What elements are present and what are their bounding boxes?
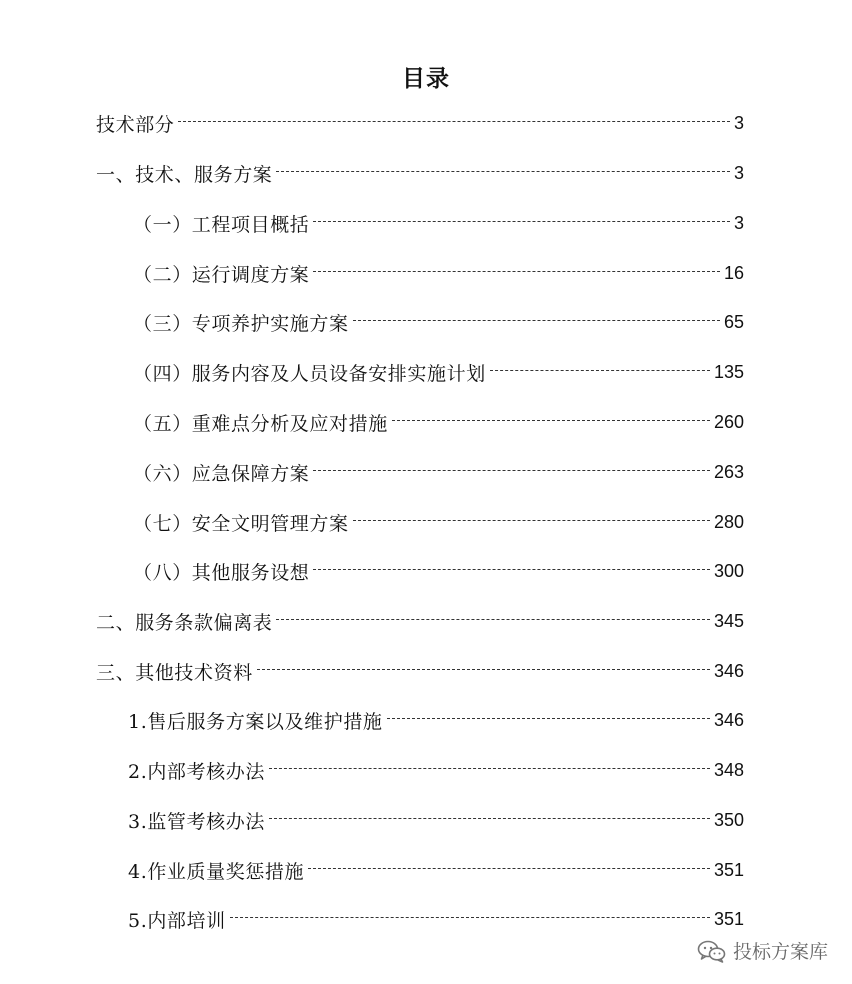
dot-leader: [313, 271, 720, 272]
toc-entry-label: 一、技术、服务方案: [96, 163, 273, 186]
toc-entry-page: 351: [713, 859, 744, 880]
toc-entry[interactable]: [0, 407, 852, 437]
toc-entry-page: 65: [723, 311, 744, 332]
dot-leader: [269, 818, 710, 819]
toc-entry[interactable]: [0, 357, 852, 387]
toc-entry-page: 348: [713, 759, 744, 780]
toc-entry[interactable]: [0, 855, 852, 885]
toc-entry[interactable]: [0, 108, 852, 138]
toc-entry-label: 3.监管考核办法: [128, 810, 265, 833]
dot-leader: [353, 520, 710, 521]
toc-entry-page: 346: [713, 709, 744, 730]
dot-leader: [392, 420, 710, 421]
dot-leader: [313, 569, 710, 570]
toc-entry-page: 280: [713, 511, 744, 532]
toc-entry-page: 351: [713, 908, 744, 929]
toc-entry[interactable]: [0, 507, 852, 537]
toc-entry[interactable]: [0, 606, 852, 636]
dot-leader: [257, 669, 710, 670]
toc-entry-label: （五）重难点分析及应对措施: [133, 412, 388, 435]
dot-leader: [313, 221, 730, 222]
toc-entry-label: 2.内部考核办法: [128, 760, 265, 783]
dot-leader: [276, 171, 730, 172]
toc-entry-label: 5.内部培训: [128, 909, 226, 932]
toc-entry-label: 技术部分: [96, 113, 175, 136]
dot-leader: [276, 619, 710, 620]
toc-entry[interactable]: [0, 208, 852, 238]
toc-entry-label: 1.售后服务方案以及维护措施: [128, 710, 383, 733]
toc-entry-page: 260: [713, 411, 744, 432]
dot-leader: [269, 768, 710, 769]
toc-entry-label: （四）服务内容及人员设备安排实施计划: [133, 362, 486, 385]
dot-leader: [230, 917, 710, 918]
watermark-text: 投标方案库: [732, 941, 828, 963]
toc-entry-page: 16: [723, 262, 744, 283]
toc-entry-label: （二）运行调度方案: [133, 263, 310, 286]
toc-entry-page: 345: [713, 610, 744, 631]
toc-entry-label: （三）专项养护实施方案: [133, 312, 349, 335]
toc-entry-label: 4.作业质量奖惩措施: [128, 860, 305, 883]
toc-entry[interactable]: [0, 158, 852, 188]
toc-entry-label: 二、服务条款偏离表: [96, 611, 273, 634]
dot-leader: [178, 121, 730, 122]
page-title: 目录: [402, 65, 450, 92]
toc-entry[interactable]: [0, 556, 852, 586]
toc-entry-label: 三、其他技术资料: [96, 661, 253, 684]
toc-entry-page: 3: [733, 162, 744, 183]
toc-entry-page: 3: [733, 112, 744, 133]
watermark: [697, 937, 828, 964]
toc-entry[interactable]: [0, 307, 852, 337]
toc-entry-label: （六）应急保障方案: [133, 462, 310, 485]
toc-entry[interactable]: [0, 805, 852, 835]
toc-entry-label: （八）其他服务设想: [133, 561, 310, 584]
toc-entry-page: 135: [713, 361, 744, 382]
dot-leader: [387, 718, 710, 719]
toc-entry-page: 300: [713, 560, 744, 581]
toc-entry[interactable]: [0, 457, 852, 487]
toc-entry-label: （七）安全文明管理方案: [133, 512, 349, 535]
dot-leader: [490, 370, 710, 371]
toc-entry[interactable]: [0, 656, 852, 686]
dot-leader: [308, 868, 710, 869]
toc-entry-label: （一）工程项目概括: [133, 213, 310, 236]
toc-entry-page: 263: [713, 461, 744, 482]
toc-entry[interactable]: [0, 705, 852, 735]
toc-entry[interactable]: [0, 755, 852, 785]
dot-leader: [353, 320, 720, 321]
toc-entry-page: 346: [713, 660, 744, 681]
toc-entry[interactable]: [0, 258, 852, 288]
toc-entry-page: 3: [733, 212, 744, 233]
toc-entry[interactable]: [0, 904, 852, 934]
wechat-icon: [697, 939, 727, 963]
toc-entry-page: 350: [713, 809, 744, 830]
dot-leader: [313, 470, 710, 471]
